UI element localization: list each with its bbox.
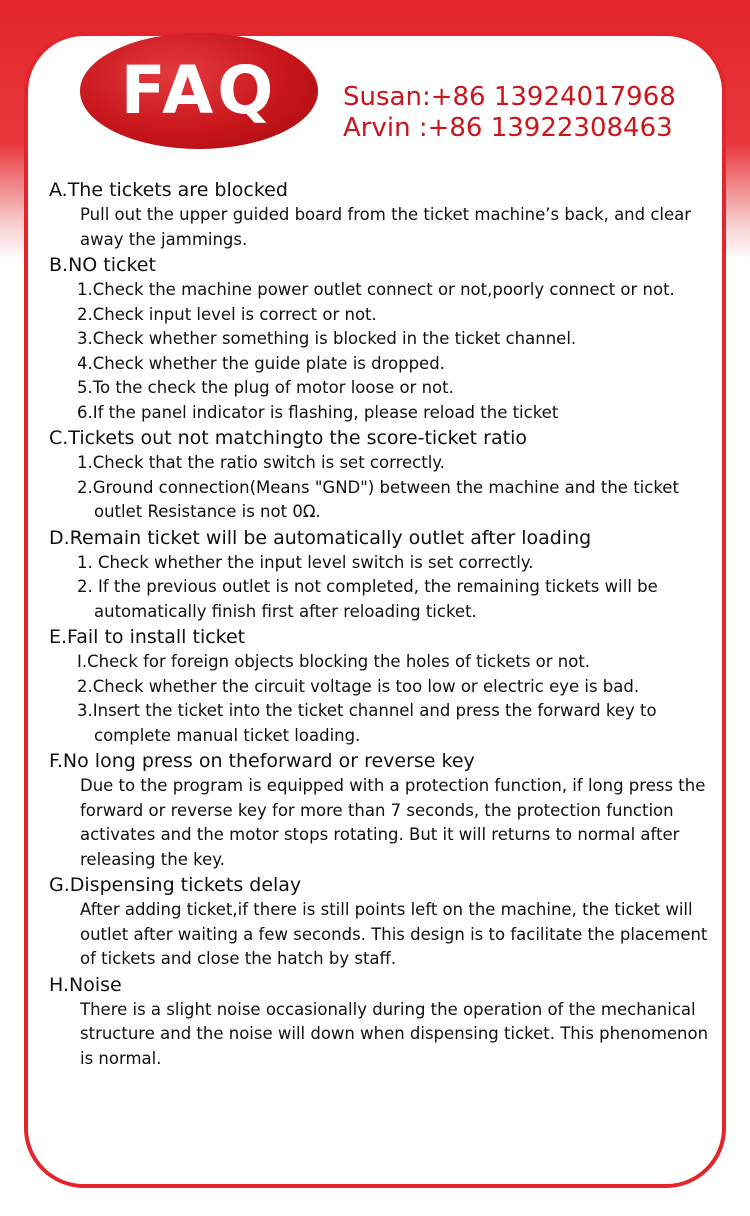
list-item: 2.Ground connection(Means "GND") between the machine and the ticket outlet Resistance is not 0Ω. (77, 477, 679, 521)
faq-section-b (49, 252, 719, 425)
faq-content (49, 177, 719, 1071)
list-item: 4.Check whether the guide plate is dropped. (77, 353, 445, 373)
faq-title: FAQ (120, 52, 278, 129)
list-item: 1.Check the machine power outlet connect or not,poorly connect or not. (77, 280, 675, 299)
faq-section-g (49, 872, 719, 972)
faq-section-e (49, 624, 719, 748)
list-item: 3.Insert the ticket into the ticket channel and press the forward key to complete manual ticket loading. (77, 701, 657, 745)
section-title: G.Dispensing tickets delay (49, 874, 302, 896)
list-item: 5.To the check the plug of motor loose or not. (77, 378, 454, 397)
section-title: B.NO ticket (49, 254, 156, 276)
section-paragraph: Due to the program is equipped with a protection function, if long press the forward or reverse key for more than 7 seconds, the protection function activates and the motor stops rotating. But it will returns to normal after releasing the key. (80, 776, 706, 869)
list-item: 2. If the previous outlet is not completed, the remaining tickets will be automatically finish first after reloading ticket. (77, 577, 658, 621)
section-title: F.No long press on theforward or reverse key (49, 750, 475, 772)
faq-section-c (49, 425, 719, 525)
faq-badge (80, 33, 318, 149)
list-item: 6.If the panel indicator is flashing, please reload the ticket (77, 402, 559, 422)
list-item: 1.Check that the ratio switch is set correctly. (77, 453, 445, 472)
faq-section-a (49, 177, 719, 252)
list-item: 1. Check whether the input level switch is set correctly. (77, 552, 534, 572)
section-title: A.The tickets are blocked (49, 179, 288, 201)
faq-section-d (49, 525, 719, 625)
contact-info (343, 82, 676, 144)
section-title: D.Remain ticket will be automatically outlet after loading (49, 526, 592, 549)
section-paragraph: After adding ticket,if there is still points left on the machine, the ticket will outlet after waiting a few seconds. This design is to facilitate the placement of tickets and close the hatch by staff. (80, 900, 708, 968)
contact-arvin: Arvin :+86 13922308463 (343, 113, 673, 143)
section-paragraph: Pull out the upper guided board from the ticket machine’s back, and clear away the jammings. (80, 205, 692, 249)
section-title: H.Noise (49, 973, 122, 996)
faq-section-h (49, 972, 719, 1072)
list-item: 2.Check input level is correct or not. (77, 304, 377, 324)
contact-susan: Susan:+86 13924017968 (343, 82, 676, 112)
section-title: E.Fail to install ticket (49, 626, 246, 648)
list-item: I.Check for foreign objects blocking the holes of tickets or not. (77, 652, 591, 671)
list-item: 2.Check whether the circuit voltage is too low or electric eye is bad. (77, 676, 640, 696)
section-title: C.Tickets out not matchingto the score-ticket ratio (49, 427, 527, 449)
faq-section-f (49, 748, 719, 872)
section-paragraph: There is a slight noise occasionally during the operation of the mechanical structure and the noise will down when dispensing ticket. This phenomenon is normal. (80, 999, 709, 1068)
list-item: 3.Check whether something is blocked in the ticket channel. (77, 329, 577, 348)
